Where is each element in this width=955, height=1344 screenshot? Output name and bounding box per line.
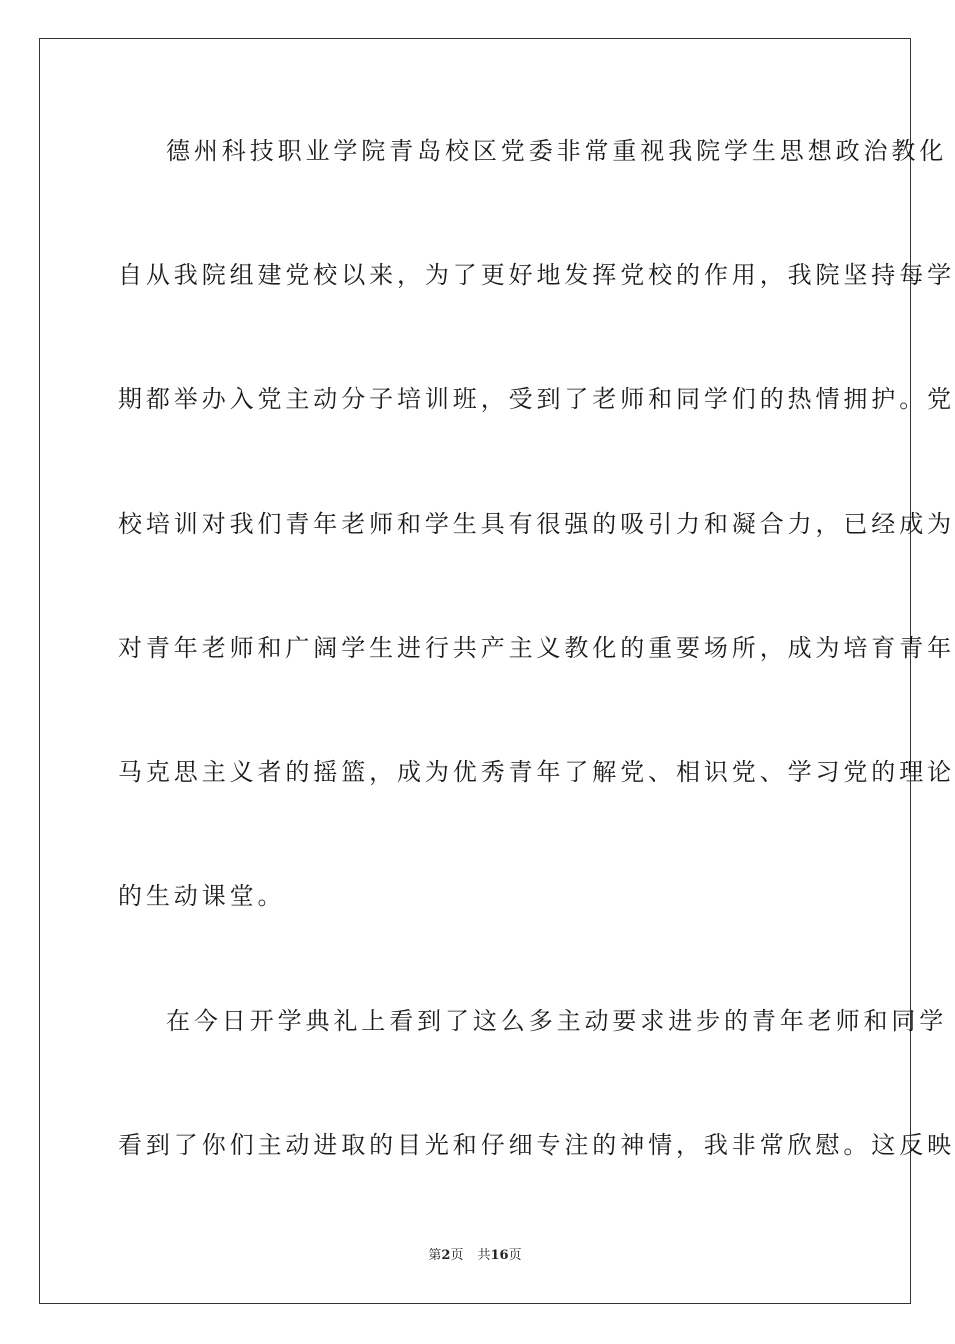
total-pages: 16 — [490, 1248, 509, 1263]
page-prefix: 第 — [428, 1248, 442, 1263]
paragraph-1-line-4: 校培训对我们青年老师和学生具有很强的吸引力和凝合力，已经成为 — [118, 510, 955, 538]
paragraph-1-line-5: 对青年老师和广阔学生进行共产主义教化的重要场所，成为培育青年 — [118, 634, 955, 662]
total-suffix: 页 — [508, 1248, 522, 1263]
paragraph-1-line-3: 期都举办入党主动分子培训班，受到了老师和同学们的热情拥护。党 — [118, 385, 955, 413]
paragraph-1-line-1: 德州科技职业学院青岛校区党委非常重视我院学生思想政治教化 — [166, 137, 948, 165]
page-suffix: 页 — [450, 1248, 464, 1263]
page-border — [39, 38, 955, 1304]
total-prefix: 共 — [477, 1248, 491, 1263]
paragraph-1-line-2: 自从我院组建党校以来，为了更好地发挥党校的作用，我院坚持每学 — [118, 261, 955, 289]
page-footer — [0, 1247, 950, 1265]
paragraph-2-line-2: 看到了你们主动进取的目光和仔细专注的神情，我非常欣慰。这反映 — [118, 1131, 955, 1159]
paragraph-1-line-6: 马克思主义者的摇篮，成为优秀青年了解党、相识党、学习党的理论 — [118, 758, 955, 786]
page-number: 2 — [441, 1248, 451, 1263]
paragraph-2-line-1: 在今日开学典礼上看到了这么多主动要求进步的青年老师和同学 — [166, 1007, 948, 1035]
paragraph-1-line-7: 的生动课堂。 — [118, 882, 286, 910]
